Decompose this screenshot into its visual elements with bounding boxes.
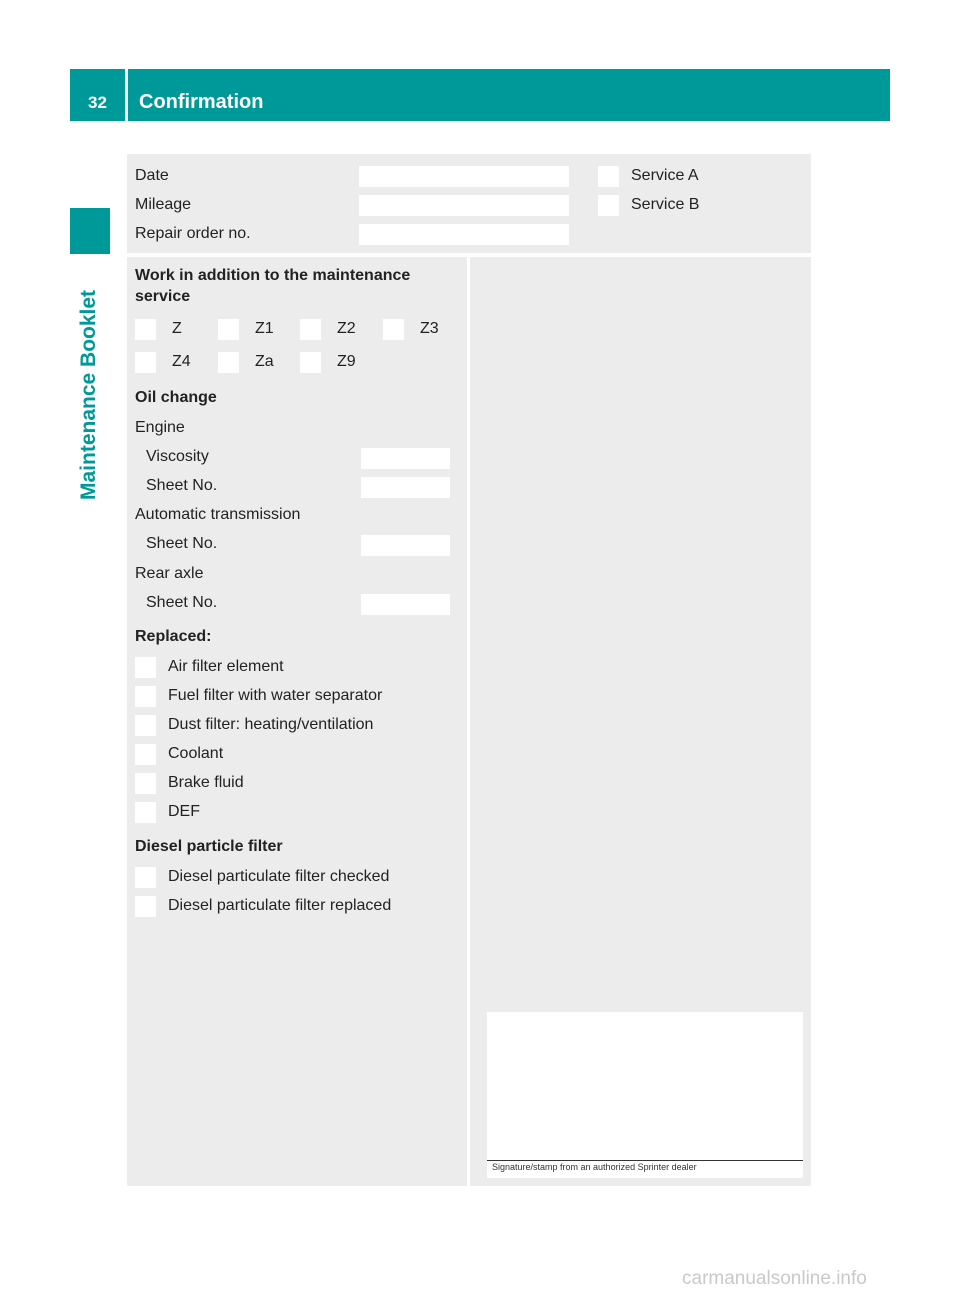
replaced-item-label: Coolant [168, 745, 224, 762]
signature-label: Signature/stamp from an authorized Sprinter dealer [492, 1162, 697, 1172]
checkbox-fuel-filter[interactable] [135, 686, 156, 707]
dpf-item-label: Diesel particulate filter checked [168, 868, 390, 885]
checkbox-coolant[interactable] [135, 744, 156, 765]
rear-axle-label: Rear axle [135, 565, 204, 582]
replaced-item-label: Brake fluid [168, 774, 244, 791]
rear-axle-sheet-field[interactable] [361, 594, 450, 615]
header-divider [125, 69, 128, 121]
option-z9-label: Z9 [337, 353, 356, 370]
rear-axle-sheet-label: Sheet No. [146, 594, 218, 611]
replaced-item-label: Dust filter: heating/ventilation [168, 716, 374, 733]
checkbox-dpf-replaced[interactable] [135, 896, 156, 917]
date-field[interactable] [359, 166, 569, 187]
option-z3-label: Z3 [420, 320, 439, 337]
checkbox-z3[interactable] [383, 319, 404, 340]
side-tab-marker [70, 208, 110, 254]
option-za-label: Za [255, 353, 274, 370]
dpf-heading: Diesel particle filter [135, 838, 283, 855]
checkbox-z1[interactable] [218, 319, 239, 340]
additional-work-heading-1: Work in addition to the maintenance [135, 267, 411, 284]
checkbox-def[interactable] [135, 802, 156, 823]
dpf-item-label: Diesel particulate filter replaced [168, 897, 392, 914]
checkbox-air-filter[interactable] [135, 657, 156, 678]
repair-order-label: Repair order no. [135, 225, 251, 242]
checkbox-z9[interactable] [300, 352, 321, 373]
signature-line [487, 1160, 803, 1161]
option-z2-label: Z2 [337, 320, 356, 337]
checkbox-dpf-checked[interactable] [135, 867, 156, 888]
viscosity-field[interactable] [361, 448, 450, 469]
service-a-label: Service A [631, 167, 699, 184]
engine-label: Engine [135, 419, 185, 436]
signature-stamp-box[interactable] [487, 1012, 803, 1178]
side-tab-label: Maintenance Booklet [77, 289, 100, 500]
checkbox-brake-fluid[interactable] [135, 773, 156, 794]
service-b-label: Service B [631, 196, 700, 213]
oil-change-heading: Oil change [135, 389, 217, 406]
checkbox-z[interactable] [135, 319, 156, 340]
option-z-label: Z [172, 320, 182, 337]
replaced-item-label: Fuel filter with water separator [168, 687, 383, 704]
checkbox-z2[interactable] [300, 319, 321, 340]
auto-transmission-sheet-label: Sheet No. [146, 535, 218, 552]
service-a-checkbox[interactable] [598, 166, 619, 187]
engine-sheet-label: Sheet No. [146, 477, 218, 494]
checkbox-z4[interactable] [135, 352, 156, 373]
engine-sheet-field[interactable] [361, 477, 450, 498]
page-title: Confirmation [139, 91, 264, 113]
page-number: 32 [88, 93, 107, 112]
mileage-field[interactable] [359, 195, 569, 216]
date-label: Date [135, 167, 169, 184]
option-z4-label: Z4 [172, 353, 191, 370]
replaced-heading: Replaced: [135, 628, 212, 645]
watermark: carmanualsonline.info [682, 1268, 867, 1289]
replaced-item-label: Air filter element [168, 658, 284, 675]
mileage-label: Mileage [135, 196, 192, 213]
replaced-item-label: DEF [168, 803, 200, 820]
checkbox-za[interactable] [218, 352, 239, 373]
auto-transmission-label: Automatic transmission [135, 506, 301, 523]
viscosity-label: Viscosity [146, 448, 209, 465]
auto-transmission-sheet-field[interactable] [361, 535, 450, 556]
additional-work-heading-2: service [135, 288, 191, 305]
repair-order-field[interactable] [359, 224, 569, 245]
service-b-checkbox[interactable] [598, 195, 619, 216]
option-z1-label: Z1 [255, 320, 274, 337]
checkbox-dust-filter[interactable] [135, 715, 156, 736]
